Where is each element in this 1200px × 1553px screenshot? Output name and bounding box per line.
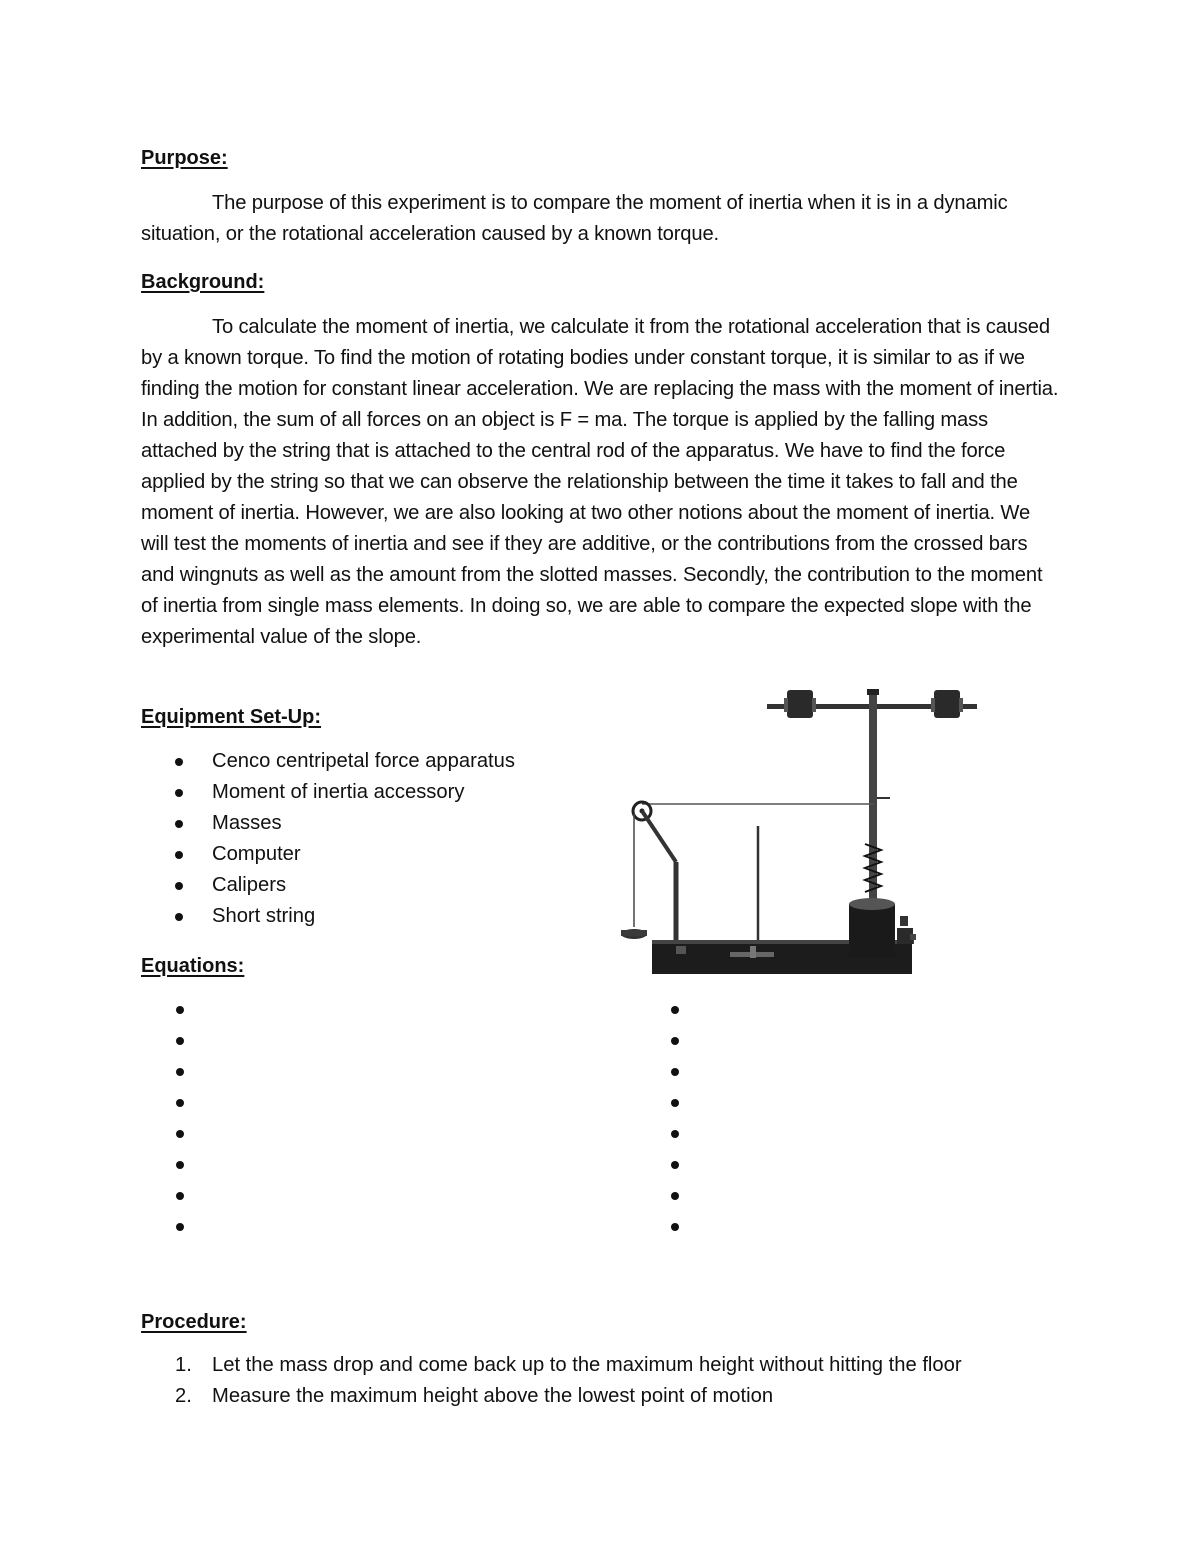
list-item: Short string: [141, 901, 515, 932]
step-text: Measure the maximum height above the lowest point of motion: [212, 1385, 774, 1407]
purpose-heading: Purpose:: [141, 147, 228, 169]
list-item: Cenco centripetal force apparatus: [141, 746, 515, 777]
procedure-list: [141, 1350, 962, 1412]
procedure-heading: Procedure:: [141, 1311, 247, 1333]
list-item: Moment of inertia accessory: [141, 777, 515, 808]
apparatus-illustration: [612, 684, 982, 990]
equipment-heading: Equipment Set-Up:: [141, 706, 321, 728]
list-item: Calipers: [141, 870, 515, 901]
list-item: Computer: [141, 839, 515, 870]
step-text: Let the mass drop and come back up to the maximum height without hitting the floor: [212, 1354, 962, 1376]
step-number: 1.: [175, 1354, 192, 1376]
list-item: [141, 1381, 962, 1412]
list-item: Masses: [141, 808, 515, 839]
left-wing-mass: [787, 690, 813, 718]
equations-heading: Equations:: [141, 955, 245, 977]
step-number: 2.: [175, 1385, 192, 1407]
list-item: [141, 1350, 962, 1381]
equipment-list: [141, 746, 515, 932]
background-heading: Background:: [141, 271, 265, 293]
adjust-knob: [900, 916, 908, 926]
purpose-paragraph: The purpose of this experiment is to compare the moment of inertia when it is in a dynamic situation, or the rotational acceleration caused by a known torque.: [141, 192, 1008, 245]
right-wing-mass: [934, 690, 960, 718]
background-paragraph: To calculate the moment of inertia, we calculate it from the rotational acceleration that is caused by a known torque. To find the motion of rotating bodies under constant torque, it is similar to as if we finding the motion for constant linear acceleration. We are replacing the mass with the moment of inertia. In addition, the sum of all forces on an object is F = ma. The torque is applied by the falling mass attached by the string that is attached to the central rod of the apparatus. We have to find the force applied by the string so that we can observe the relationship between the time it takes to fall and the moment of inertia. However, we are also looking at two other notions about the moment of inertia. We will test the moments of inertia and see if they are additive, or the contributions from the crossed bars and wingnuts as well as the amount from the slotted masses. Secondly, the contribution to the moment of inertia from single mass elements. In doing so, we are able to compare the expected slope with the experimental value of the slope.: [141, 316, 1059, 648]
cylinder: [849, 904, 895, 958]
pulley-arm: [642, 811, 676, 862]
